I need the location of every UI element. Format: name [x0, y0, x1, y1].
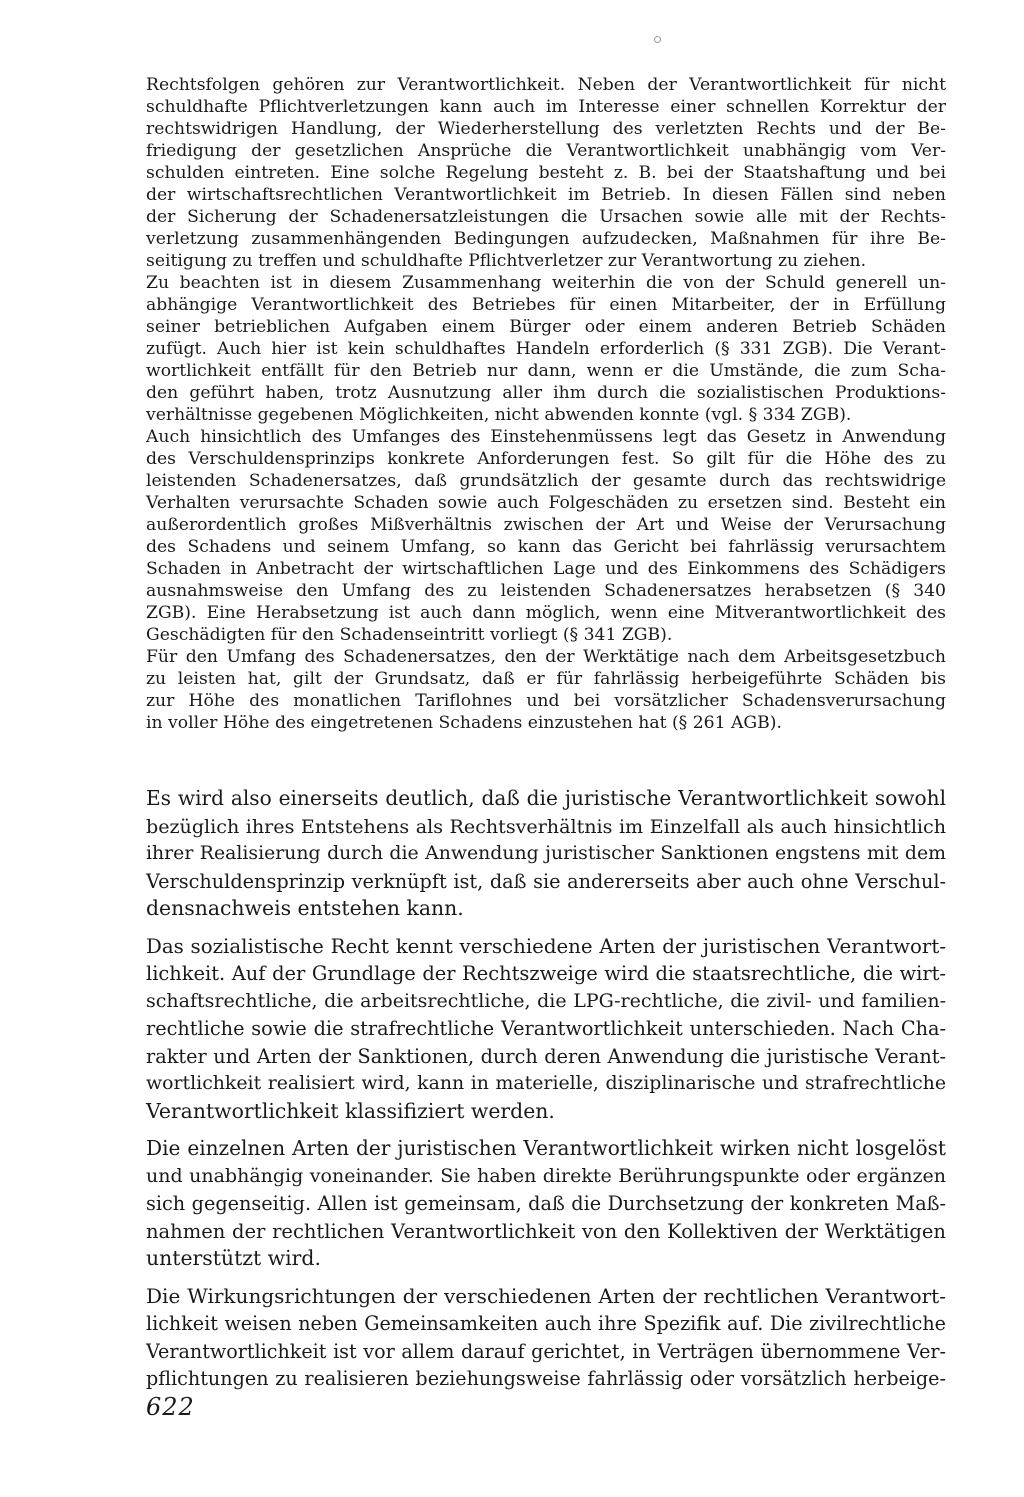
small-print-line: Geschädigten für den Schadenseintritt vorliegt (§ 341 ZGB).	[146, 625, 673, 645]
small-print-line: wortlichkeit entfällt für den Betrieb nur dann, wenn er die Umstände, die zum Scha-	[146, 361, 946, 381]
text-line: ihrer Realisierung durch die Anwendung juristischer Sanktionen engstens mit dem	[146, 843, 946, 864]
small-print-line: zufügt. Auch hier ist kein schuldhaftes Handeln erforderlich (§ 331 ZGB). Die Verant-	[146, 339, 946, 359]
small-print-line: Schaden in Anbetracht der wirtschaftlichen Lage und des Einkommens des Schädigers	[146, 559, 946, 579]
small-print-line: des Schadens und seinem Umfang, so kann das Gericht bei fahrlässig verursachtem	[146, 537, 946, 557]
scan-speck	[654, 36, 661, 43]
text-line: Verantwortlichkeit klassifiziert werden.	[146, 1098, 555, 1123]
paragraph	[146, 1283, 946, 1393]
small-print-line: Für den Umfang des Schadenersatzes, den der Werktätige nach dem Arbeitsgesetzbuch	[146, 647, 946, 667]
text-line: rechtliche sowie die strafrechtliche Verantwortlichkeit unterschieden. Nach Cha-	[146, 1017, 946, 1040]
small-print-line: des Verschuldensprinzips konkrete Anforderungen fest. So gilt für die Höhe des zu	[146, 449, 946, 469]
text-line: unterstützt wird.	[146, 1246, 321, 1270]
small-print-line: verletzung zusammenhängenden Bedingungen aufzudecken, Maßnahmen für ihre Be-	[146, 229, 946, 249]
text-line: und unabhängig voneinander. Sie haben direkte Berührungspunkte oder ergänzen	[146, 1164, 946, 1187]
small-print-line: der wirtschaftsrechtlichen Verantwortlichkeit im Betrieb. In diesen Fällen sind neben	[146, 185, 946, 205]
small-print-line: friedigung der gesetzlichen Ansprüche die Verantwortlichkeit unabhängig vom Ver-	[146, 141, 946, 161]
small-print-line: verhältnisse gegebenen Möglichkeiten, nicht abwenden konnte (vgl. § 334 ZGB).	[146, 405, 852, 425]
small-print-line: ausnahmsweise den Umfang des zu leistenden Schadenersatzes herabsetzen (§ 340	[146, 581, 946, 601]
text-line: wortlichkeit realisiert wird, kann in materielle, disziplinarische und strafrechtliche	[146, 1072, 946, 1094]
small-print-line: in voller Höhe des eingetretenen Schadens einzustehen hat (§ 261 AGB).	[146, 713, 782, 733]
text-line: lichkeit weisen neben Gemeinsamkeiten auch ihre Spezifik auf. Die zivilrechtliche	[146, 1312, 946, 1335]
small-print-line: seitigung zu treffen und schuldhafte Pflichtverletzer zur Verantwortung zu ziehen.	[146, 251, 867, 271]
small-print-line: schulden eintreten. Eine solche Regelung besteht z. B. bei der Staatshaftung und bei	[146, 163, 946, 183]
small-print-block	[146, 74, 946, 734]
small-print-line: Rechtsfolgen gehören zur Verantwortlichkeit. Neben der Verantwortlichkeit für nicht	[146, 75, 946, 95]
small-print-line: Auch hinsichtlich des Umfanges des Einstehenmüssens legt das Gesetz in Anwendung	[146, 427, 946, 447]
text-line: densnachweis entstehen kann.	[146, 896, 464, 920]
text-line: Die einzelnen Arten der juristischen Verantwortlichkeit wirken nicht losgelöst	[146, 1136, 946, 1160]
paragraph	[146, 1135, 946, 1273]
text-line: lichkeit. Auf der Grundlage der Rechtszweige wird die staatsrechtliche, die wirt-	[146, 962, 946, 985]
small-print-line: schuldhafte Pflichtverletzungen kann auch im Interesse einer schnellen Korrektur der	[146, 97, 946, 117]
text-line: Verantwortlichkeit ist vor allem darauf gerichtet, in Verträgen übernommene Ver-	[146, 1339, 946, 1363]
text-line: Das sozialistische Recht kennt verschiedene Arten der juristischen Verantwort-	[146, 934, 946, 958]
small-print-line: seiner betrieblichen Aufgaben einem Bürger oder einem anderen Betrieb Schäden	[146, 317, 946, 337]
text-line: Verschuldensprinzip verknüpft ist, daß sie andererseits aber auch ohne Verschul-	[146, 869, 946, 893]
small-print-line: Zu beachten ist in diesem Zusammenhang weiterhin die von der Schuld generell un-	[146, 273, 946, 293]
text-line: bezüglich ihres Entstehens als Rechtsverhältnis im Einzelfall als auch hinsichtlich	[146, 814, 946, 838]
small-print-line: rechtswidrigen Handlung, der Wiederherstellung des verletzten Rechts und der Be-	[146, 119, 946, 139]
text-line: pflichtungen zu realisieren beziehungsweise fahrlässig oder vorsätzlich herbeige-	[146, 1367, 946, 1390]
text-line: Es wird also einerseits deutlich, daß die juristische Verantwortlichkeit sowohl	[146, 786, 946, 810]
small-print-line: zur Höhe des monatlichen Tariflohnes und bei vorsätzlicher Schadensverursachung	[146, 691, 946, 711]
page-number: 622	[146, 1393, 195, 1421]
small-print-line: den geführt haben, trotz Ausnutzung aller ihm durch die sozialistischen Produktions-	[146, 383, 946, 403]
small-print-line: außerordentlich großes Mißverhältnis zwischen der Art und Weise der Verursachung	[146, 515, 946, 535]
text-line: schaftsrechtliche, die arbeitsrechtliche, die LPG-rechtliche, die zivil- und familien-	[146, 989, 946, 1012]
small-print-line: Verhalten verursachte Schaden sowie auch Folgeschäden zu ersetzen sind. Besteht ein	[146, 493, 946, 513]
small-print-line: der Sicherung der Schadenersatzleistungen die Ursachen sowie alle mit der Rechts-	[146, 207, 946, 227]
paragraph	[146, 933, 946, 1126]
small-print-line: leistenden Schadenersatzes, daß grundsätzlich der gesamte durch das rechtswidrige	[146, 471, 946, 491]
paragraph	[146, 785, 946, 923]
text-line: Die Wirkungsrichtungen der verschiedenen Arten der rechtlichen Verantwort-	[146, 1283, 946, 1308]
small-print-line: abhängige Verantwortlichkeit des Betriebes für einen Mitarbeiter, der in Erfüllung	[146, 295, 946, 315]
small-print-line: zu leisten hat, gilt der Grundsatz, daß er für fahrlässig herbeigeführte Schäden bis	[146, 669, 946, 689]
small-print-line: ZGB). Eine Herabsetzung ist auch dann möglich, wenn eine Mitverantwortlichkeit des	[146, 603, 946, 623]
main-text-block	[146, 785, 946, 1393]
text-line: rakter und Arten der Sanktionen, durch deren Anwendung die juristische Verant-	[146, 1044, 946, 1068]
text-line: nahmen der rechtlichen Verantwortlichkeit von den Kollektiven der Werktätigen	[146, 1219, 946, 1243]
text-line: sich gegenseitig. Allen ist gemeinsam, daß die Durchsetzung der konkreten Maß-	[146, 1192, 946, 1215]
